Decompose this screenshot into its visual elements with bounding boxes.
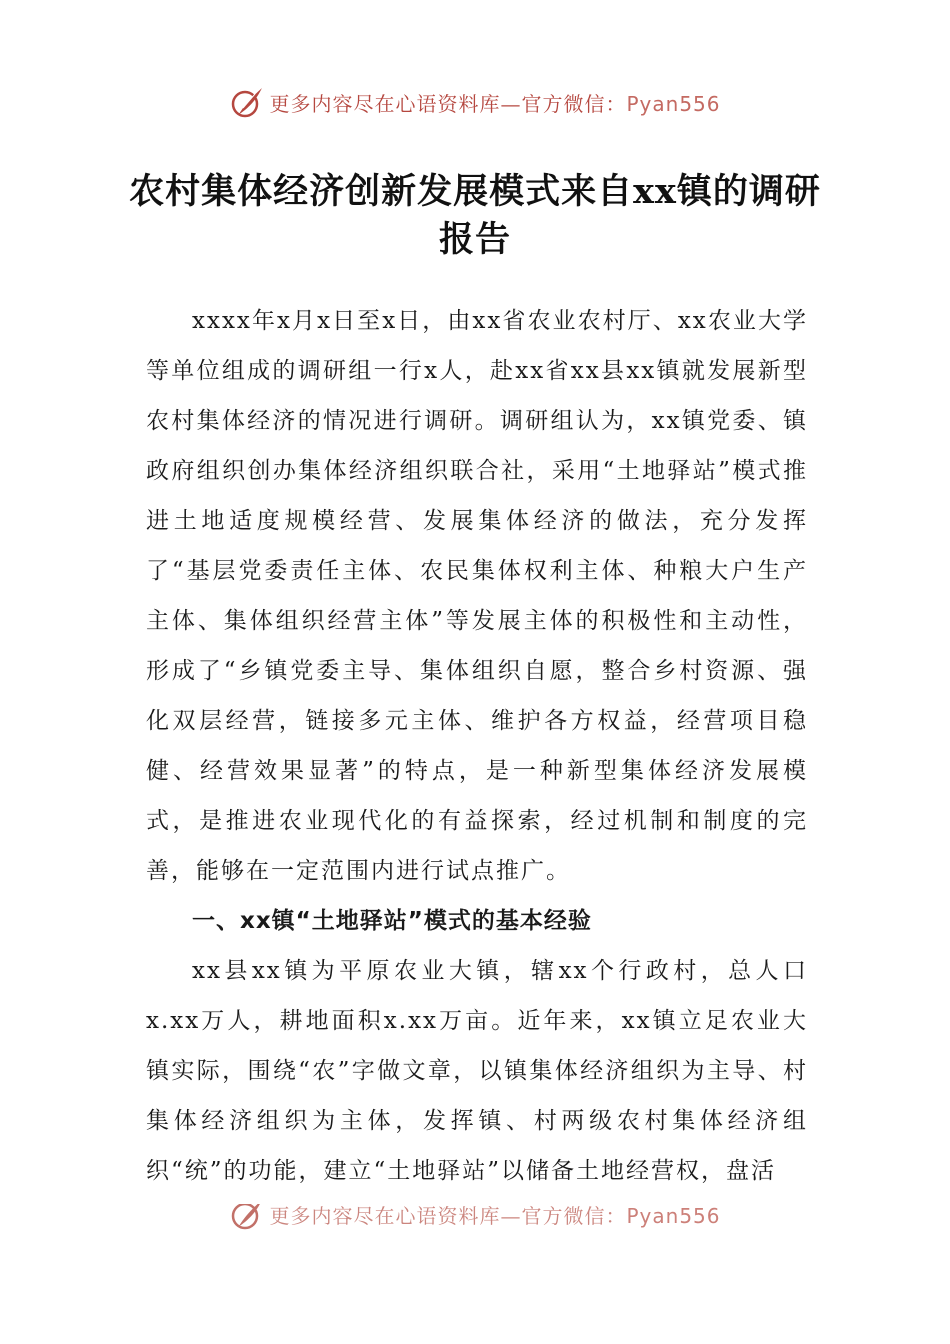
quill-logo-icon: [229, 1204, 265, 1232]
header-watermark-text: 更多内容尽在心语资料库—官方微信：Pyan556: [269, 91, 721, 116]
document-body: [146, 296, 808, 1196]
header-watermark: [0, 80, 950, 124]
footer-watermark-text: 更多内容尽在心语资料库—官方微信：Pyan556: [269, 1204, 721, 1228]
document-title: 农村集体经济创新发展模式来自xx镇的调研报告: [129, 171, 821, 260]
intro-paragraph: xxxx年x月x日至x日，由xx省农业农村厅、xx农业大学等单位组成的调研组一行x人，赴xx省xx县xx镇就发展新型农村集体经济的情况进行调研。调研组认为，xx镇党委、镇政府组织创办集体经济组织联合社，采用“土地驿站”模式推进土地适度规模经营、发展集体经济的做法，充分发挥了“基层党委责任主体、农民集体权利主体、种粮大户生产主体、集体组织经营主体”等发展主体的积极性和主动性，形成了“乡镇党委主导、集体组织自愿，整合乡村资源、强化双层经营，链接多元主体、维护各方权益，经营项目稳健、经营效果显著”的特点，是一种新型集体经济发展模式，是推进农业现代化的有益探索，经过机制和制度的完善，能够在一定范围内进行试点推广。: [146, 308, 808, 884]
footer-watermark: [0, 1204, 950, 1244]
quill-logo-icon: [229, 84, 265, 120]
section-paragraph: xx县xx镇为平原农业大镇，辖xx个行政村，总人口x.xx万人，耕地面积x.xx万亩。近年来，xx镇立足农业大镇实际，围绕“农”字做文章，以镇集体经济组织为主导、村集体经济组织为主体，发挥镇、村两级农村集体经济组织“统”的功能，建立“土地驿站”以储备土地经营权，盘活: [146, 958, 808, 1184]
section-heading: 一、xx镇“土地驿站”模式的基本经验: [192, 908, 592, 934]
